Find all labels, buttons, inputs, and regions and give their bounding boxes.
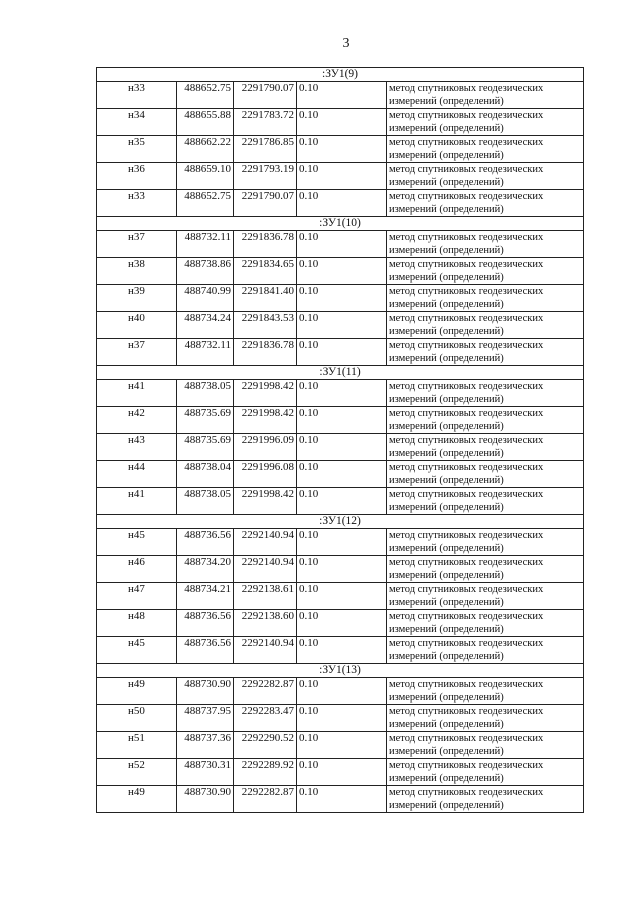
y-coordinate-cell: 2291783.72	[234, 109, 297, 136]
point-name-cell: н36	[97, 163, 177, 190]
section-header-row	[97, 664, 584, 678]
table-row	[97, 434, 584, 461]
table-row	[97, 190, 584, 217]
accuracy-cell: 0.10	[297, 461, 387, 488]
accuracy-cell: 0.10	[297, 339, 387, 366]
x-coordinate-cell: 488736.56	[177, 610, 234, 637]
x-coordinate-cell: 488734.21	[177, 583, 234, 610]
x-coordinate-cell: 488738.05	[177, 488, 234, 515]
accuracy-cell: 0.10	[297, 285, 387, 312]
method-cell: метод спутниковых геодезических измерений (определений)	[387, 637, 584, 664]
table-row	[97, 312, 584, 339]
y-coordinate-cell: 2291793.19	[234, 163, 297, 190]
x-coordinate-cell: 488652.75	[177, 190, 234, 217]
point-name-cell: н33	[97, 190, 177, 217]
x-coordinate-cell: 488730.90	[177, 786, 234, 813]
table-row	[97, 231, 584, 258]
table-row	[97, 407, 584, 434]
method-cell: метод спутниковых геодезических измерений (определений)	[387, 529, 584, 556]
x-coordinate-cell: 488730.31	[177, 759, 234, 786]
point-name-cell: н41	[97, 488, 177, 515]
table-row	[97, 285, 584, 312]
table-row	[97, 136, 584, 163]
x-coordinate-cell: 488738.04	[177, 461, 234, 488]
point-name-cell: н49	[97, 678, 177, 705]
point-name-cell: н42	[97, 407, 177, 434]
method-cell: метод спутниковых геодезических измерений (определений)	[387, 258, 584, 285]
y-coordinate-cell: 2292140.94	[234, 637, 297, 664]
x-coordinate-cell: 488730.90	[177, 678, 234, 705]
point-name-cell: н49	[97, 786, 177, 813]
table-row	[97, 380, 584, 407]
y-coordinate-cell: 2291836.78	[234, 339, 297, 366]
point-name-cell: н45	[97, 529, 177, 556]
accuracy-cell: 0.10	[297, 407, 387, 434]
point-name-cell: н37	[97, 231, 177, 258]
y-coordinate-cell: 2291996.09	[234, 434, 297, 461]
accuracy-cell: 0.10	[297, 190, 387, 217]
method-cell: метод спутниковых геодезических измерений (определений)	[387, 312, 584, 339]
method-cell: метод спутниковых геодезических измерений (определений)	[387, 339, 584, 366]
table-row	[97, 258, 584, 285]
y-coordinate-cell: 2292289.92	[234, 759, 297, 786]
method-cell: метод спутниковых геодезических измерений (определений)	[387, 583, 584, 610]
accuracy-cell: 0.10	[297, 705, 387, 732]
accuracy-cell: 0.10	[297, 637, 387, 664]
table-row	[97, 339, 584, 366]
accuracy-cell: 0.10	[297, 583, 387, 610]
y-coordinate-cell: 2291790.07	[234, 190, 297, 217]
x-coordinate-cell: 488652.75	[177, 82, 234, 109]
point-name-cell: н33	[97, 82, 177, 109]
accuracy-cell: 0.10	[297, 759, 387, 786]
x-coordinate-cell: 488659.10	[177, 163, 234, 190]
y-coordinate-cell: 2292140.94	[234, 556, 297, 583]
accuracy-cell: 0.10	[297, 136, 387, 163]
accuracy-cell: 0.10	[297, 258, 387, 285]
accuracy-cell: 0.10	[297, 610, 387, 637]
method-cell: метод спутниковых геодезических измерений (определений)	[387, 109, 584, 136]
y-coordinate-cell: 2291836.78	[234, 231, 297, 258]
table-row	[97, 556, 584, 583]
section-title: :ЗУ1(11)	[97, 366, 584, 380]
method-cell: метод спутниковых геодезических измерений (определений)	[387, 786, 584, 813]
section-title: :ЗУ1(12)	[97, 515, 584, 529]
point-name-cell: н47	[97, 583, 177, 610]
y-coordinate-cell: 2292282.87	[234, 786, 297, 813]
table-row	[97, 583, 584, 610]
accuracy-cell: 0.10	[297, 786, 387, 813]
page-number: 3	[342, 36, 350, 51]
table-row	[97, 461, 584, 488]
y-coordinate-cell: 2292138.61	[234, 583, 297, 610]
coordinates-table-body	[97, 68, 584, 813]
point-name-cell: н52	[97, 759, 177, 786]
method-cell: метод спутниковых геодезических измерений (определений)	[387, 732, 584, 759]
point-name-cell: н39	[97, 285, 177, 312]
table-row	[97, 163, 584, 190]
y-coordinate-cell: 2291998.42	[234, 407, 297, 434]
point-name-cell: н43	[97, 434, 177, 461]
y-coordinate-cell: 2292138.60	[234, 610, 297, 637]
accuracy-cell: 0.10	[297, 556, 387, 583]
x-coordinate-cell: 488738.05	[177, 380, 234, 407]
accuracy-cell: 0.10	[297, 82, 387, 109]
y-coordinate-cell: 2291841.40	[234, 285, 297, 312]
method-cell: метод спутниковых геодезических измерений (определений)	[387, 407, 584, 434]
method-cell: метод спутниковых геодезических измерений (определений)	[387, 705, 584, 732]
method-cell: метод спутниковых геодезических измерений (определений)	[387, 461, 584, 488]
x-coordinate-cell: 488732.11	[177, 231, 234, 258]
y-coordinate-cell: 2291786.85	[234, 136, 297, 163]
method-cell: метод спутниковых геодезических измерений (определений)	[387, 285, 584, 312]
x-coordinate-cell: 488736.56	[177, 529, 234, 556]
method-cell: метод спутниковых геодезических измерений (определений)	[387, 556, 584, 583]
section-header-row	[97, 217, 584, 231]
table-row	[97, 705, 584, 732]
section-header-row	[97, 68, 584, 82]
y-coordinate-cell: 2291843.53	[234, 312, 297, 339]
x-coordinate-cell: 488734.20	[177, 556, 234, 583]
accuracy-cell: 0.10	[297, 488, 387, 515]
x-coordinate-cell: 488732.11	[177, 339, 234, 366]
point-name-cell: н50	[97, 705, 177, 732]
table-row	[97, 488, 584, 515]
method-cell: метод спутниковых геодезических измерений (определений)	[387, 82, 584, 109]
point-name-cell: н48	[97, 610, 177, 637]
accuracy-cell: 0.10	[297, 312, 387, 339]
point-name-cell: н35	[97, 136, 177, 163]
section-header-row	[97, 515, 584, 529]
table-row	[97, 637, 584, 664]
method-cell: метод спутниковых геодезических измерений (определений)	[387, 231, 584, 258]
accuracy-cell: 0.10	[297, 434, 387, 461]
y-coordinate-cell: 2291998.42	[234, 380, 297, 407]
x-coordinate-cell: 488737.95	[177, 705, 234, 732]
point-name-cell: н40	[97, 312, 177, 339]
table-row	[97, 759, 584, 786]
table-row	[97, 610, 584, 637]
coordinates-table	[96, 67, 584, 813]
section-title: :ЗУ1(10)	[97, 217, 584, 231]
accuracy-cell: 0.10	[297, 380, 387, 407]
y-coordinate-cell: 2292140.94	[234, 529, 297, 556]
x-coordinate-cell: 488740.99	[177, 285, 234, 312]
x-coordinate-cell: 488734.24	[177, 312, 234, 339]
table-row	[97, 529, 584, 556]
method-cell: метод спутниковых геодезических измерений (определений)	[387, 190, 584, 217]
y-coordinate-cell: 2291790.07	[234, 82, 297, 109]
point-name-cell: н34	[97, 109, 177, 136]
accuracy-cell: 0.10	[297, 231, 387, 258]
x-coordinate-cell: 488737.36	[177, 732, 234, 759]
y-coordinate-cell: 2291996.08	[234, 461, 297, 488]
accuracy-cell: 0.10	[297, 109, 387, 136]
x-coordinate-cell: 488655.88	[177, 109, 234, 136]
accuracy-cell: 0.10	[297, 163, 387, 190]
point-name-cell: н38	[97, 258, 177, 285]
section-header-row	[97, 366, 584, 380]
table-row	[97, 678, 584, 705]
method-cell: метод спутниковых геодезических измерений (определений)	[387, 380, 584, 407]
table-row	[97, 786, 584, 813]
table-row	[97, 732, 584, 759]
y-coordinate-cell: 2292290.52	[234, 732, 297, 759]
point-name-cell: н45	[97, 637, 177, 664]
method-cell: метод спутниковых геодезических измерений (определений)	[387, 488, 584, 515]
accuracy-cell: 0.10	[297, 678, 387, 705]
table-row	[97, 109, 584, 136]
y-coordinate-cell: 2291834.65	[234, 258, 297, 285]
x-coordinate-cell: 488662.22	[177, 136, 234, 163]
y-coordinate-cell: 2292283.47	[234, 705, 297, 732]
accuracy-cell: 0.10	[297, 529, 387, 556]
point-name-cell: н44	[97, 461, 177, 488]
y-coordinate-cell: 2292282.87	[234, 678, 297, 705]
method-cell: метод спутниковых геодезических измерений (определений)	[387, 610, 584, 637]
method-cell: метод спутниковых геодезических измерений (определений)	[387, 759, 584, 786]
point-name-cell: н51	[97, 732, 177, 759]
method-cell: метод спутниковых геодезических измерений (определений)	[387, 434, 584, 461]
x-coordinate-cell: 488735.69	[177, 407, 234, 434]
x-coordinate-cell: 488738.86	[177, 258, 234, 285]
table-row	[97, 82, 584, 109]
point-name-cell: н37	[97, 339, 177, 366]
method-cell: метод спутниковых геодезических измерений (определений)	[387, 136, 584, 163]
x-coordinate-cell: 488736.56	[177, 637, 234, 664]
accuracy-cell: 0.10	[297, 732, 387, 759]
point-name-cell: н41	[97, 380, 177, 407]
method-cell: метод спутниковых геодезических измерений (определений)	[387, 678, 584, 705]
x-coordinate-cell: 488735.69	[177, 434, 234, 461]
section-title: :ЗУ1(9)	[97, 68, 584, 82]
y-coordinate-cell: 2291998.42	[234, 488, 297, 515]
point-name-cell: н46	[97, 556, 177, 583]
method-cell: метод спутниковых геодезических измерений (определений)	[387, 163, 584, 190]
section-title: :ЗУ1(13)	[97, 664, 584, 678]
